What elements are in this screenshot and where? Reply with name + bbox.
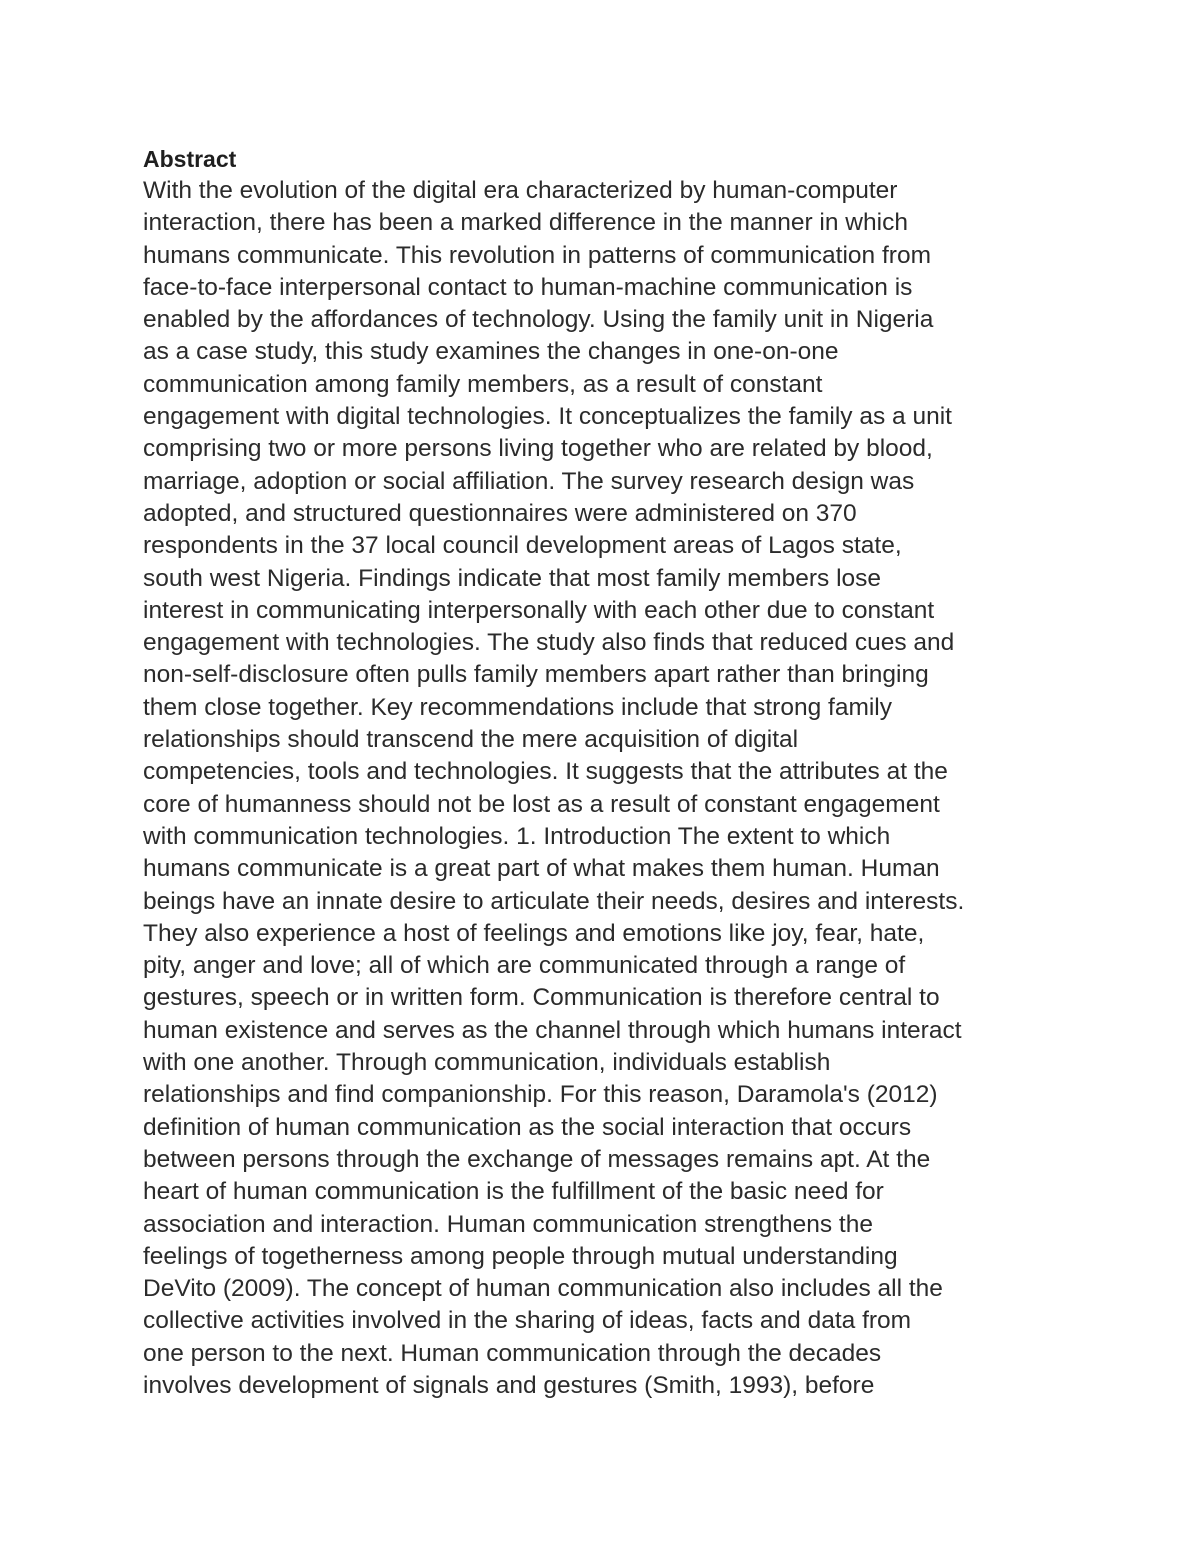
text-line: feelings of togetherness among people through mutual understanding	[143, 1242, 898, 1270]
text-line: involves development of signals and gestures (Smith, 1993), before	[143, 1371, 875, 1399]
text-line: association and interaction. Human communication strengthens the	[143, 1210, 873, 1238]
text-line: They also experience a host of feelings and emotions like joy, fear, hate,	[143, 919, 925, 947]
text-line: them close together. Key recommendations include that strong family	[143, 693, 892, 721]
text-line: humans communicate is a great part of what makes them human. Human	[143, 855, 940, 883]
text-line: pity, anger and love; all of which are communicated through a range of	[143, 952, 906, 980]
text-line: relationships and find companionship. For this reason, Daramola's (2012)	[143, 1081, 938, 1109]
text-line: relationships should transcend the mere acquisition of digital	[143, 726, 799, 754]
text-line: comprising two or more persons living together who are related by blood,	[143, 435, 933, 463]
text-line: south west Nigeria. Findings indicate that most family members lose	[143, 564, 882, 592]
text-line: with communication technologies. 1. Introduction The extent to which	[143, 822, 891, 850]
text-line: enabled by the affordances of technology. Using the family unit in Nigeria	[143, 306, 934, 334]
text-line: engagement with digital technologies. It conceptualizes the family as a unit	[143, 403, 952, 431]
text-line: competencies, tools and technologies. It suggests that the attributes at the	[143, 758, 948, 786]
text-line: face-to-face interpersonal contact to human-machine communication is	[143, 273, 913, 301]
text-line: With the evolution of the digital era characterized by human-computer	[143, 177, 898, 204]
text-line: definition of human communication as the social interaction that occurs	[143, 1113, 912, 1141]
text-line: communication among family members, as a result of constant	[143, 370, 823, 398]
text-line: interaction, there has been a marked difference in the manner in which	[143, 209, 908, 237]
text-line: DeVito (2009). The concept of human communication also includes all the	[143, 1275, 943, 1303]
document-body	[143, 143, 1073, 1402]
text-line: respondents in the 37 local council development areas of Lagos state,	[143, 532, 902, 560]
text-line: interest in communicating interpersonally with each other due to constant	[143, 596, 935, 624]
text-line: gestures, speech or in written form. Communication is therefore central to	[143, 984, 940, 1012]
text-line: with one another. Through communication, individuals establish	[143, 1049, 831, 1077]
text-line: heart of human communication is the fulfillment of the basic need for	[143, 1178, 884, 1206]
abstract-heading: Abstract	[143, 146, 237, 172]
text-line: engagement with technologies. The study also finds that reduced cues and	[143, 629, 955, 657]
text-line: collective activities involved in the sharing of ideas, facts and data from	[143, 1307, 912, 1335]
text-line: marriage, adoption or social affiliation. The survey research design was	[143, 467, 915, 495]
abstract-text	[143, 175, 1073, 1402]
text-line: core of humanness should not be lost as a result of constant engagement	[143, 790, 940, 818]
text-line: one person to the next. Human communication through the decades	[143, 1339, 882, 1367]
text-line: adopted, and structured questionnaires were administered on 370	[143, 499, 857, 527]
text-line: non-self-disclosure often pulls family members apart rather than bringing	[143, 661, 929, 689]
text-line: as a case study, this study examines the changes in one-on-one	[143, 338, 839, 366]
text-line: between persons through the exchange of messages remains apt. At the	[143, 1145, 931, 1173]
text-line: beings have an innate desire to articulate their needs, desires and interests.	[143, 887, 965, 915]
text-line: human existence and serves as the channel through which humans interact	[143, 1016, 962, 1044]
text-line: humans communicate. This revolution in patterns of communication from	[143, 241, 931, 269]
